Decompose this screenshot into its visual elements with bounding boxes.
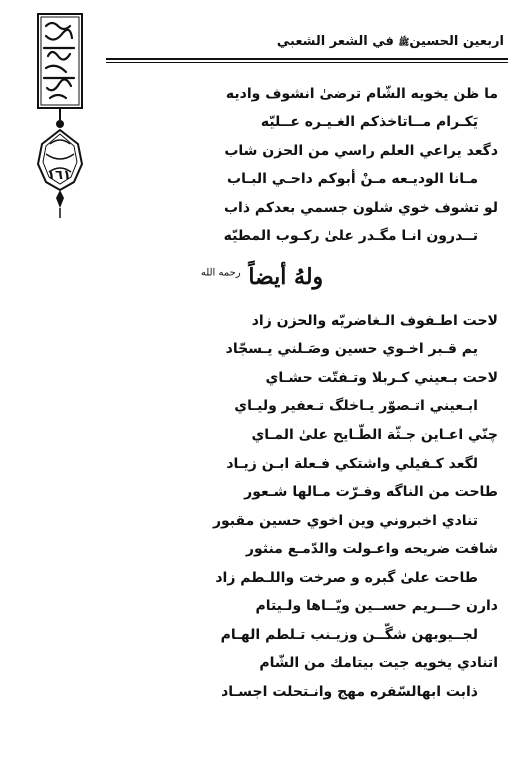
header-rule-thin	[106, 62, 508, 63]
verse-line: ابـعيني اتـصوّر يـاخلگ تـعفير وليـاي	[234, 398, 478, 414]
verse-line: طاحت من الناگه وفـرّت مـالها شـعور	[244, 484, 498, 500]
section-honorific: رحمه الله	[200, 267, 241, 279]
verse-line: لاحت اطـفوف الـغاضريّه والحزن زاد	[251, 313, 498, 329]
header-title: اربعين الحسين	[409, 34, 504, 49]
section-title-text: ولهُ أيضاً	[248, 264, 324, 290]
verse-line: يَكـرام مــاتاخذكم الغـيـره عــليّه	[260, 114, 478, 130]
calligraphy-medallion-icon	[16, 12, 102, 222]
verse-line: لو تشوف خوي شلون جسمي بعدكم ذاب	[223, 200, 498, 216]
running-header	[106, 34, 504, 50]
verse-line: ذابت ابهالسّفره مهج وانـتحلت اجسـاد	[221, 684, 478, 700]
page-number: ١٦١	[47, 168, 71, 183]
verse-line: دگعد يراعي العلم راسي من الحزن شاب	[224, 143, 498, 159]
verse-line: ما ظن يخويه الشّام ترضىٰ انشوف واديه	[225, 86, 498, 102]
header-subtitle: في الشعر الشعبي	[276, 34, 394, 49]
header-honorific: ﷺ	[398, 38, 410, 48]
verse-line: تنادي اخبروني وين اخوي حسين مقبور	[212, 513, 478, 529]
verse-line: اتنادي يخويه جيت بيتامك من الشّام	[259, 655, 498, 671]
verse-line: مـانا الوديـعه مـنْ أبوكم داحـي البـاب	[227, 171, 478, 187]
verse-line: يم قـبر اخـوي حسين وصَـلني يـسجّاد	[225, 341, 478, 357]
verse-line: شافت ضريحه واعـولت والدّمـع منثور	[245, 541, 498, 557]
verse-line: تــدرون انـا مگـدر علىٰ ركـوب المطيّه	[223, 228, 478, 244]
verse-line: دارن حـــريم حســين ويّــاها ولـيتام	[255, 598, 498, 614]
verse-line: لگعد كـفيلي واشتكي فـعلة ابـن زيـاد	[226, 456, 478, 472]
header-rule	[106, 58, 508, 60]
verse-line: لاحت بـعيني كـربلا وتـفتّت حشـاي	[265, 370, 498, 386]
verse-line: طاحت علىٰ گبره و صرخت واللـطم زاد	[215, 570, 478, 586]
verse-line: لجــيوبهن شگّــن وزيـنب تـلطم الهـام	[220, 627, 478, 643]
section-title	[0, 264, 524, 290]
verse-line: چنّي اعـاين جـثّة الطّـايح علىٰ المـاي	[251, 427, 498, 443]
